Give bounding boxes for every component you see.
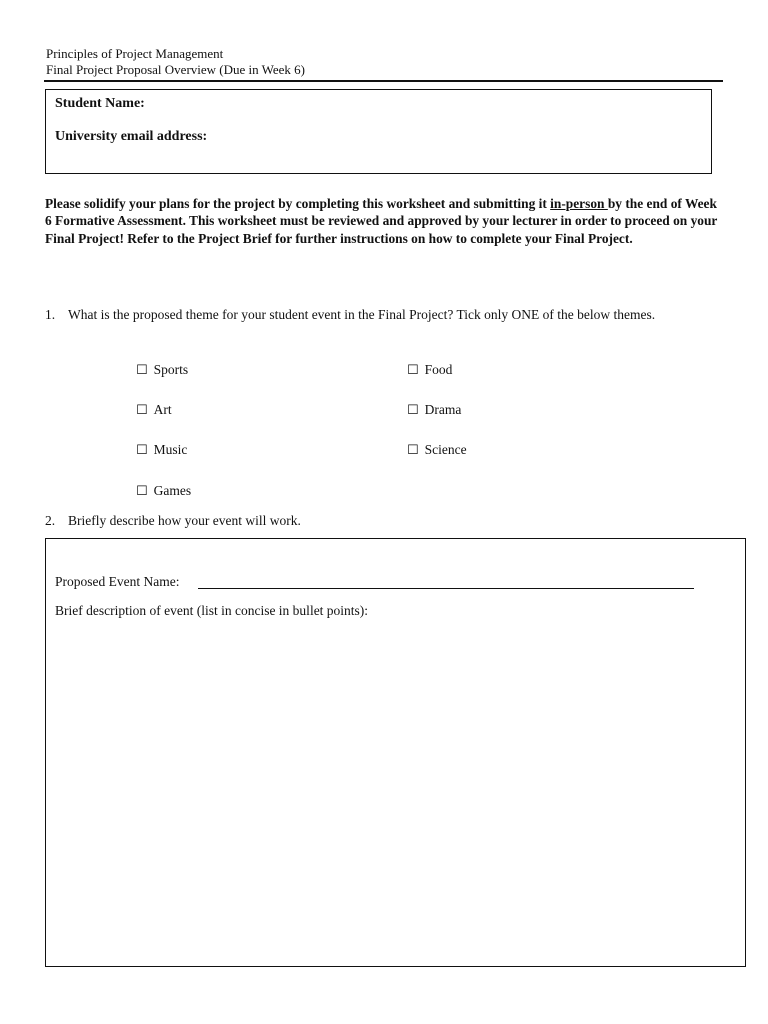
theme-label-science: Science <box>424 442 467 457</box>
event-description-box[interactable] <box>45 538 746 967</box>
theme-label-sports: Sports <box>153 362 189 377</box>
theme-option-games[interactable] <box>136 483 191 500</box>
question-2-text: Briefly describe how your event will work. <box>68 513 301 528</box>
theme-option-art[interactable] <box>136 402 172 419</box>
document-header <box>46 46 723 78</box>
question-2 <box>45 513 725 531</box>
checkbox-icon[interactable]: ☐ <box>136 443 148 458</box>
brief-description-label: Brief description of event (list in concise in bullet points): <box>55 603 369 618</box>
theme-label-art: Art <box>153 402 172 417</box>
instructions-paragraph <box>45 195 725 247</box>
theme-label-games: Games <box>153 483 192 498</box>
theme-option-drama[interactable] <box>407 402 461 419</box>
question-1 <box>45 307 725 341</box>
theme-option-sports[interactable] <box>136 362 188 379</box>
event-name-blank-line[interactable] <box>198 588 694 589</box>
checkbox-icon[interactable]: ☐ <box>136 484 148 499</box>
checkbox-icon[interactable]: ☐ <box>136 403 148 418</box>
instructions-part2: by the end of Week 6 Formative Assessment. This worksheet must be reviewed and approved by your lecturer in order to proceed on your Final Project! Refer to the Project Brief for further instructions on how to complete your Final Project. <box>45 196 718 246</box>
theme-option-music[interactable] <box>136 442 187 459</box>
theme-label-music: Music <box>153 442 188 457</box>
checkbox-icon[interactable]: ☐ <box>407 403 419 418</box>
course-title: Principles of Project Management <box>46 46 224 61</box>
university-email-label[interactable]: University email address: <box>55 129 208 144</box>
header-rule <box>44 80 723 82</box>
instructions-part1: Please solidify your plans for the project by completing this worksheet and submitting it <box>45 196 551 211</box>
checkbox-icon[interactable]: ☐ <box>136 363 148 378</box>
document-subtitle: Final Project Proposal Overview (Due in Week 6) <box>46 62 306 77</box>
proposed-event-name-label: Proposed Event Name: <box>55 574 180 589</box>
theme-label-drama: Drama <box>424 402 462 417</box>
student-name-label[interactable]: Student Name: <box>55 96 145 111</box>
theme-label-food: Food <box>424 362 453 377</box>
question-1-text: What is the proposed theme for your student event in the Final Project? Tick only ONE of the below themes. <box>68 307 656 322</box>
checkbox-icon[interactable]: ☐ <box>407 443 419 458</box>
theme-option-food[interactable] <box>407 362 452 379</box>
question-1-number: 1. <box>45 307 56 322</box>
student-info-box <box>45 89 712 174</box>
question-2-number: 2. <box>45 513 56 528</box>
checkbox-icon[interactable]: ☐ <box>407 363 419 378</box>
instructions-in-person: in-person <box>550 196 608 211</box>
theme-option-science[interactable] <box>407 442 467 459</box>
